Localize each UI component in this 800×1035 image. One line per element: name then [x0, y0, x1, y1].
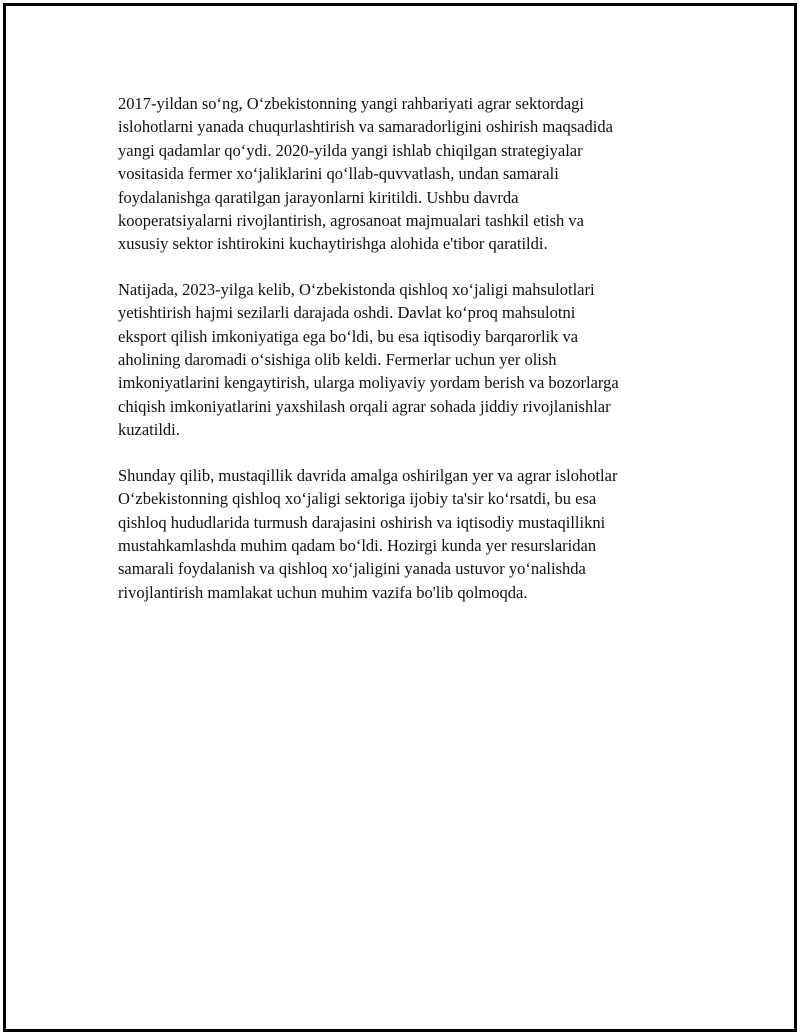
text-line: islohotlarni yanada chuqurlashtirish va samaradorligini oshirish maqsadida: [118, 117, 613, 137]
text-line: imkoniyatlarini kengaytirish, ularga moliyaviy yordam berish va bozorlarga: [118, 373, 619, 393]
text-line: xususiy sektor ishtirokini kuchaytirishga alohida e'tibor qaratildi.: [118, 234, 548, 254]
text-line: O‘zbekistonning qishloq xo‘jaligi sektoriga ijobiy ta'sir ko‘rsatdi, bu esa: [118, 489, 597, 509]
text-line: chiqish imkoniyatlarini yaxshilash orqali agrar sohada jiddiy rivojlanishlar: [118, 396, 611, 416]
text-line: kuzatildi.: [118, 420, 180, 440]
text-line: Shunday qilib, mustaqillik davrida amalga oshirilgan yer va agrar islohotlar: [118, 465, 618, 485]
text-line: vositasida fermer xo‘jaliklarini qo‘llab-quvvatlash, undan samarali: [118, 164, 559, 184]
text-line: yetishtirish hajmi sezilarli darajada oshdi. Davlat ko‘proq mahsulotni: [118, 303, 576, 323]
text-line: yangi qadamlar qo‘ydi. 2020-yilda yangi ishlab chiqilgan strategiyalar: [118, 140, 583, 160]
text-line: kooperatsiyalarni rivojlantirish, agrosanoat majmualari tashkil etish va: [118, 211, 584, 231]
paragraph-2: [118, 278, 688, 442]
paragraph-1: [118, 92, 688, 256]
text-line: 2017-yildan so‘ng, O‘zbekistonning yangi rahbariyati agrar sektordagi: [118, 94, 584, 113]
paragraph-3: [118, 464, 688, 604]
text-line: qishloq hududlarida turmush darajasini oshirish va iqtisodiy mustaqillikni: [118, 512, 606, 532]
text-line: Natijada, 2023-yilga kelib, O‘zbekistonda qishloq xo‘jaligi mahsulotlari: [118, 279, 595, 299]
text-line: samarali foydalanish va qishloq xo‘jaligini yanada ustuvor yo‘nalishda: [118, 559, 586, 579]
text-line: foydalanishga qaratilgan jarayonlarni kiritildi. Ushbu davrda: [118, 187, 519, 207]
text-line: mustahkamlashda muhim qadam bo‘ldi. Hozirgi kunda yer resurslaridan: [118, 535, 597, 555]
text-line: rivojlantirish mamlakat uchun muhim vazifa bo'lib qolmoqda.: [118, 582, 528, 602]
document-body: [118, 92, 688, 626]
text-line: eksport qilish imkoniyatiga ega bo‘ldi, bu esa iqtisodiy barqarorlik va: [118, 326, 579, 346]
text-line: aholining daromadi o‘sishiga olib keldi. Fermerlar uchun yer olish: [118, 350, 557, 370]
